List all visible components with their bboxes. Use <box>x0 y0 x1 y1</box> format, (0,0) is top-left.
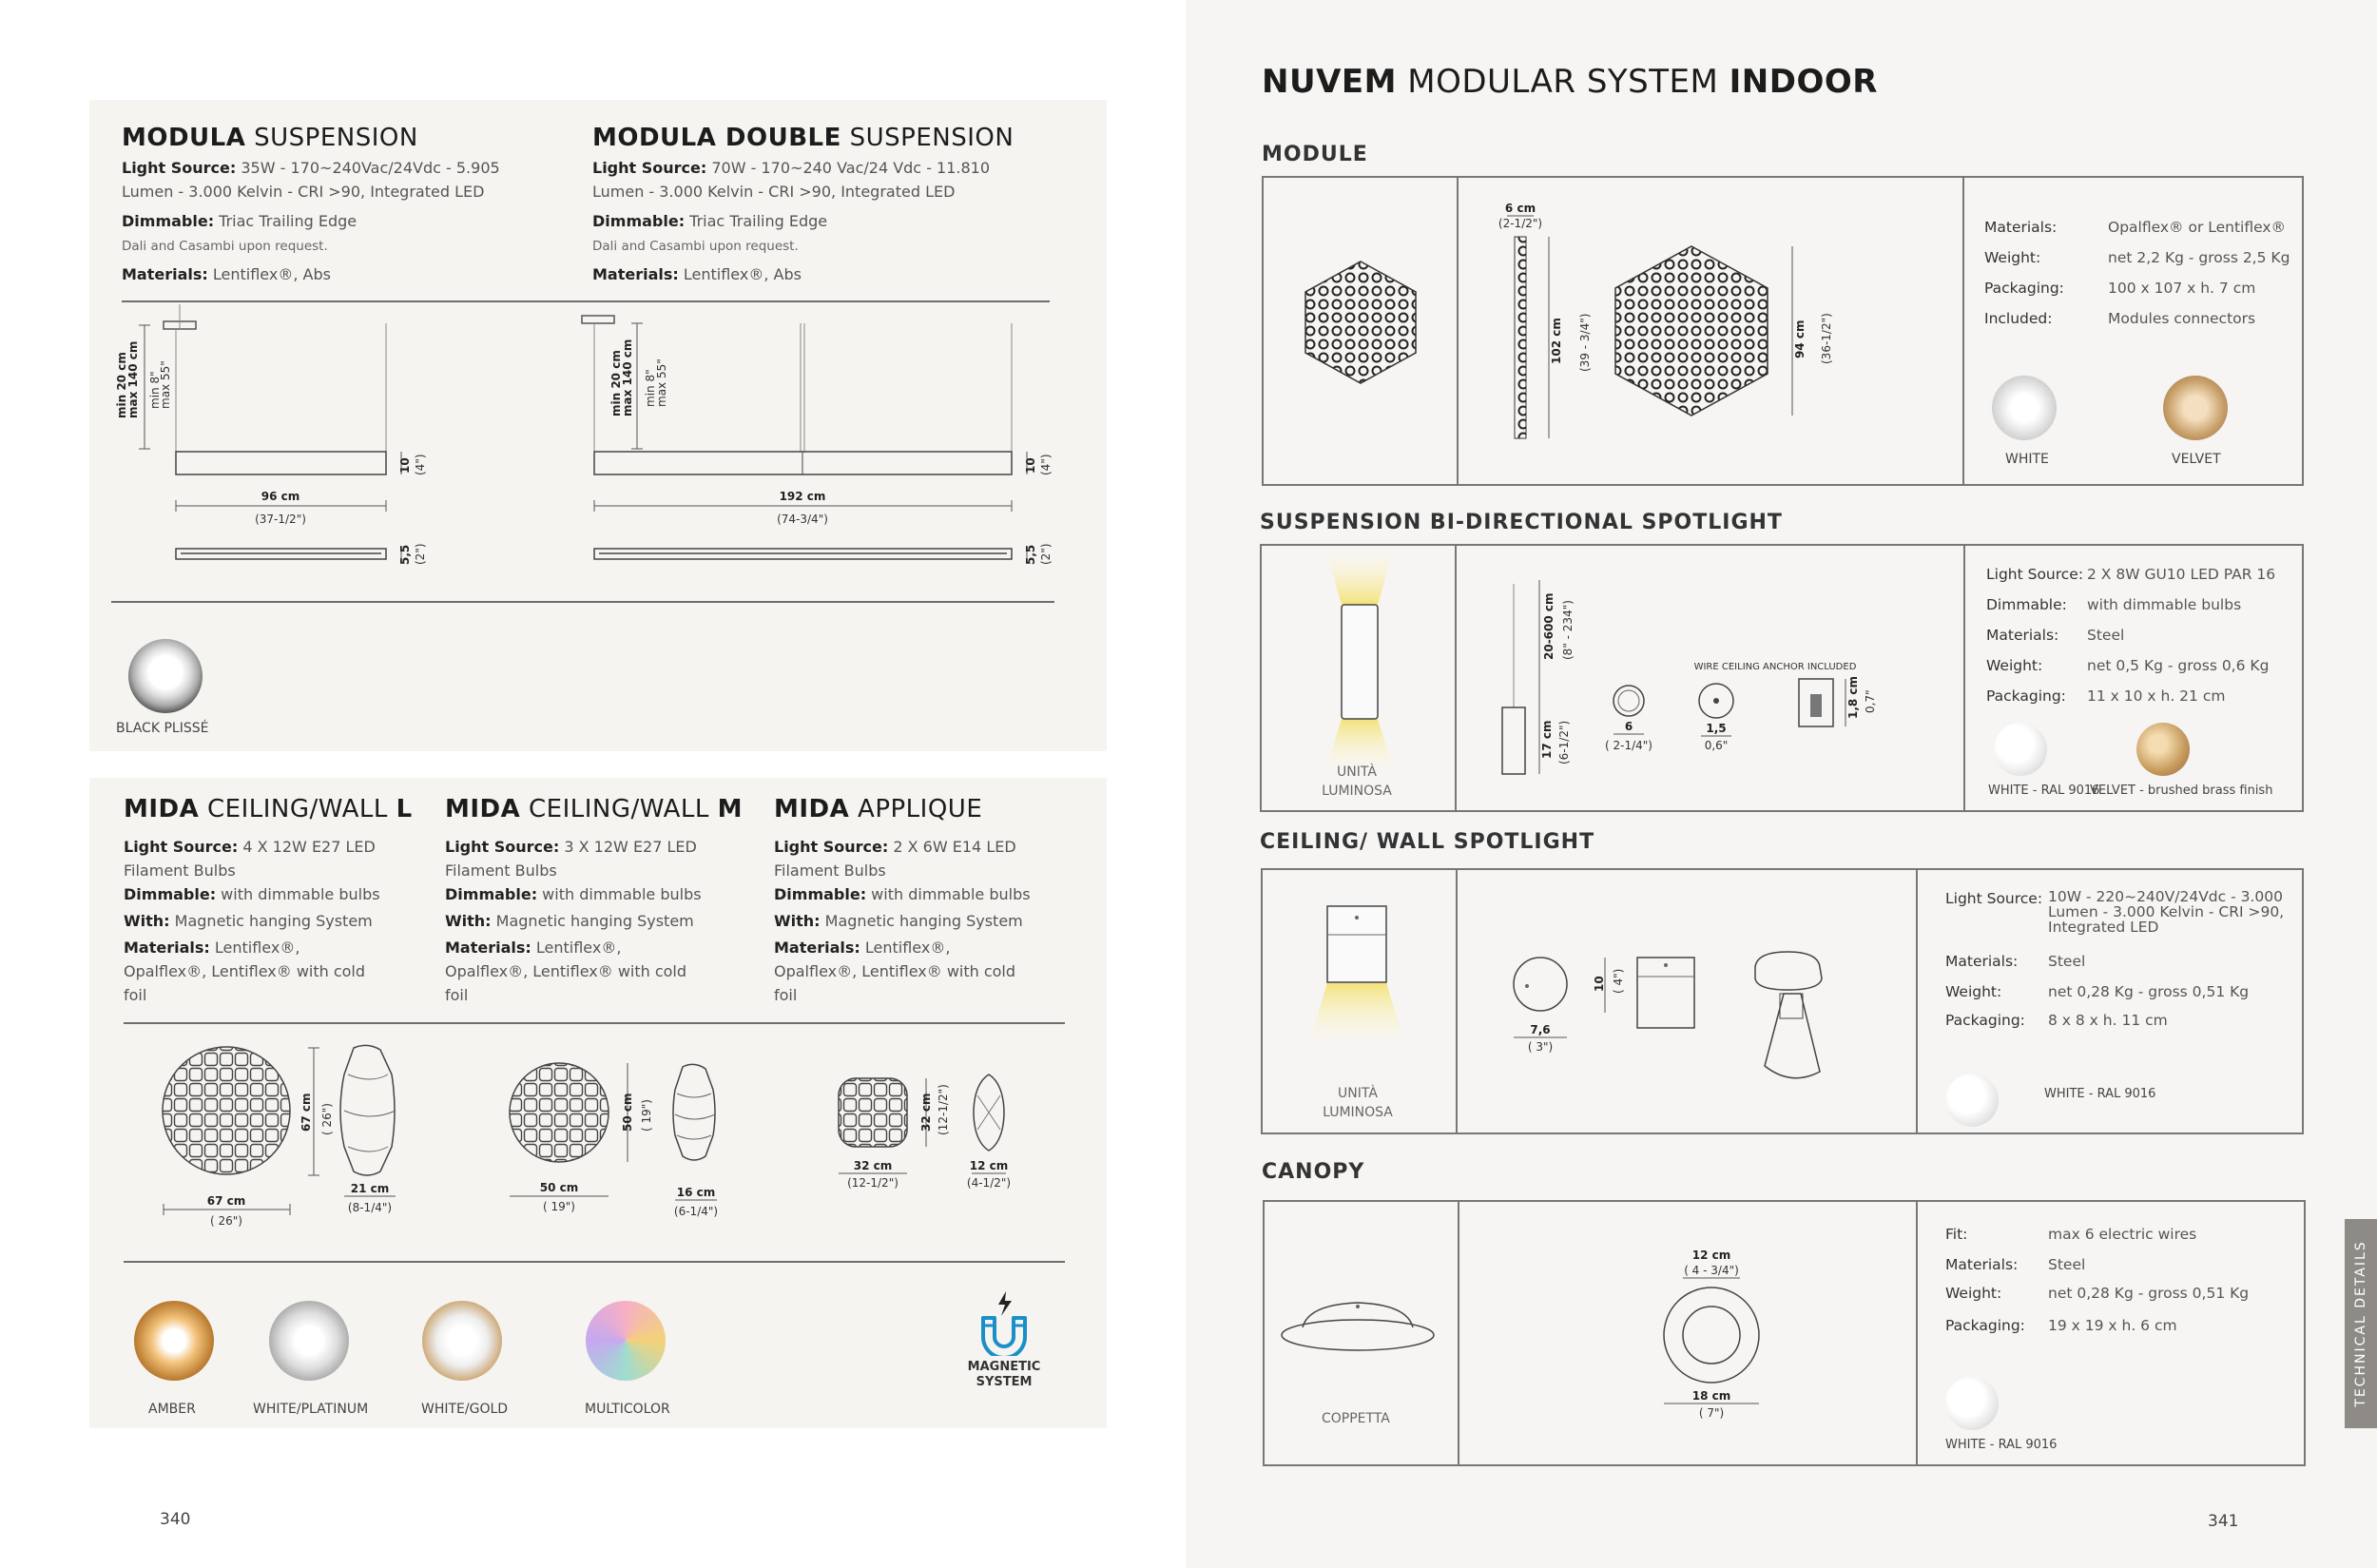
ceiling-d-in: ( 3") <box>1527 1040 1554 1054</box>
module-velvet-label: VELVET <box>2172 452 2221 467</box>
canopy-specs: Fit: max 6 electric wires Materials: Steel Weight: net 0,28 Kg - gross 0,51 Kg Packaging: 19 x 19 x h. 6 cm <box>1945 1226 2250 1334</box>
modula-double-h: 10 <box>1024 457 1037 474</box>
suspension-cable-in: (8" - 234") <box>1561 600 1575 660</box>
mida-m-h-in: ( 19") <box>640 1099 653 1132</box>
mida-l-w-in: ( 26") <box>210 1214 242 1228</box>
module-white-label: WHITE <box>2005 452 2049 467</box>
modula-divider-top <box>122 300 1050 302</box>
anchor-note: WIRE CEILING ANCHOR INCLUDED <box>1693 662 1857 672</box>
modula-double-h-in: (4") <box>1039 454 1053 475</box>
mida-l-h-in: ( 26") <box>320 1103 334 1135</box>
modula-w: 96 cm <box>261 490 300 503</box>
modula-double-specs: Light Source: 70W - 170~240 Vac/24 Vdc - 11.810 Lumen - 3.000 Kelvin - CRI >90, Integrated LED Dimmable: Triac Trailing Edge Dali and Casambi upon request. Materials: Lentiflex®, Abs <box>592 159 991 283</box>
mida-l-w: 67 cm <box>206 1194 246 1208</box>
multicolor-label: MULTICOLOR <box>585 1402 670 1417</box>
mida-applique-d-in: (4-1/2") <box>966 1176 1012 1190</box>
magnetic-label: MAGNETIC SYSTEM <box>967 1360 1041 1389</box>
black-plisse-label: BLACK PLISSÉ <box>116 721 209 736</box>
right-page <box>1186 0 2377 1568</box>
mida-applique-h-in: (12-1/2") <box>937 1084 950 1135</box>
modula-double-height-max: max 140 cm <box>621 339 634 416</box>
canopy-top-in: ( 4 - 3/4") <box>1684 1264 1739 1277</box>
modula-d: 5,5 <box>398 544 412 565</box>
module-specs: Materials: Opalflex® or Lentiflex® Weight: net 2,2 Kg - gross 2,5 Kg Packaging: 100 x 107 x h. 7 cm Included: Modules connectors <box>1984 219 2290 327</box>
mida-applique-specs: Light Source: 2 X 6W E14 LED Filament Bulbs Dimmable: with dimmable bulbs With: Magnetic hanging System Materials: Lentiflex®, Opalflex®, Lentiflex® with cold foil <box>774 838 1031 1004</box>
mida-divider-bottom <box>124 1261 1065 1263</box>
module-h-in: (39 - 3/4") <box>1578 313 1592 372</box>
mida-m-w-in: ( 19") <box>543 1200 575 1213</box>
mida-l-d: 21 cm <box>350 1182 390 1195</box>
canopy-white-swatch <box>1945 1377 1999 1430</box>
modula-double-d: 5,5 <box>1024 544 1037 565</box>
suspension-specs: Light Source: 2 X 8W GU10 LED PAR 16 Dimmable: with dimmable bulbs Materials: Steel Weight: net 0,5 Kg - gross 0,6 Kg Packaging: 11 x 10 x h. 21 cm <box>1986 566 2276 705</box>
module-w-in: (2-1/2") <box>1498 217 1543 230</box>
modula-h-in: (4") <box>414 454 427 475</box>
modula-double-title: MODULA DOUBLE SUSPENSION <box>592 124 1015 152</box>
ceiling-h: 10 <box>1593 976 1606 992</box>
magnet-icon <box>976 1289 1033 1356</box>
suspension-white-label: WHITE - RAL 9016 <box>1988 784 2100 798</box>
nuvem-title: NUVEM MODULAR SYSTEM INDOOR <box>1262 63 1878 101</box>
black-plisse-swatch <box>128 639 203 713</box>
white-gold-swatch <box>422 1301 502 1381</box>
canopy-top: 12 cm <box>1691 1249 1731 1262</box>
module-velvet-swatch <box>2163 376 2228 440</box>
left-page-number: 340 <box>160 1510 191 1529</box>
modula-specs: Light Source: 35W - 170~240Vac/24Vdc - 5.905 Lumen - 3.000 Kelvin - CRI >90, Integrated LED Dimmable: Triac Trailing Edge Dali and Casambi upon request. Materials: Lentiflex®, Abs <box>122 159 500 283</box>
anchor-d: 1,5 <box>1706 722 1727 735</box>
ceiling-unit-label: UNITÀ LUMINOSA <box>1323 1086 1393 1120</box>
amber-swatch <box>134 1301 214 1381</box>
modula-height-max-in: max 55" <box>159 360 172 409</box>
mida-l-h: 67 cm <box>300 1093 313 1132</box>
mida-m-d-in: (6-1/4") <box>673 1205 719 1218</box>
module-white-swatch <box>1992 376 2057 440</box>
left-page <box>0 0 1186 1568</box>
suspension-velvet-swatch <box>2136 723 2190 776</box>
module-drawing <box>1264 178 1962 484</box>
modula-double-height-min-in: min 8" <box>644 369 657 407</box>
anchor-d-in: 0,6" <box>1704 739 1729 752</box>
ceiling-specs: Light Source: 10W - 220~240V/24Vdc - 3.000 Lumen - 3.000 Kelvin - CRI >90, Integrated LED Materials: Steel Weight: net 0,28 Kg - gross 0,51 Kg Packaging: 8 x 8 x h. 11 cm <box>1945 888 2285 1029</box>
modula-double-height-min: min 20 cm <box>609 350 623 416</box>
mida-m-title: MIDA CEILING/WALL M <box>445 795 743 823</box>
canopy-bottom-in: ( 7") <box>1698 1406 1725 1420</box>
ceiling-heading: CEILING/ WALL SPOTLIGHT <box>1260 830 1595 854</box>
canopy-item-label: COPPETTA <box>1322 1411 1390 1426</box>
ceiling-white-swatch <box>1945 1074 1999 1127</box>
mida-l-d-in: (8-1/4") <box>347 1201 393 1214</box>
modula-d-in: (2") <box>414 543 427 565</box>
mida-applique-title: MIDA APPLIQUE <box>774 795 983 823</box>
canopy-box <box>1263 1200 2306 1466</box>
modula-height-min-in: min 8" <box>148 371 162 409</box>
white-platinum-swatch <box>269 1301 349 1381</box>
module-heading: MODULE <box>1262 143 1368 166</box>
canopy-heading: CANOPY <box>1262 1160 1365 1184</box>
canopy-white-label: WHITE - RAL 9016 <box>1945 1438 2058 1452</box>
module-h2: 94 cm <box>1793 319 1807 358</box>
modula-double-w-in: (74-3/4") <box>777 513 828 526</box>
module-h: 102 cm <box>1550 318 1563 364</box>
modula-double-height-max-in: max 55" <box>655 358 668 407</box>
modula-w-in: (37-1/2") <box>255 513 306 526</box>
ceiling-box <box>1261 868 2304 1134</box>
module-box <box>1262 176 2304 486</box>
modula-divider-bottom <box>111 601 1054 603</box>
mida-applique-w: 32 cm <box>853 1159 893 1172</box>
mida-applique-h: 32 cm <box>919 1093 933 1132</box>
modula-double-d-in: (2") <box>1039 543 1053 565</box>
mida-divider-top <box>124 1022 1065 1024</box>
suspension-d-in: ( 2-1/4") <box>1605 739 1652 752</box>
suspension-unit-label: UNITÀ LUMINOSA <box>1322 765 1392 799</box>
suspension-heading: SUSPENSION BI-DIRECTIONAL SPOTLIGHT <box>1260 511 1783 534</box>
modula-h: 10 <box>398 457 412 474</box>
suspension-h-in: (6-1/2") <box>1557 720 1571 765</box>
modula-title: MODULA SUSPENSION <box>122 124 418 152</box>
ceiling-d: 7,6 <box>1530 1023 1551 1036</box>
suspension-d: 6 <box>1624 720 1633 733</box>
suspension-box <box>1260 544 2304 812</box>
modula-double-w: 192 cm <box>779 490 826 503</box>
mida-m-w: 50 cm <box>539 1181 579 1194</box>
multicolor-swatch <box>586 1301 666 1381</box>
mida-drawing <box>143 1036 1055 1246</box>
suspension-h: 17 cm <box>1540 720 1554 759</box>
mida-applique-d: 12 cm <box>969 1159 1009 1172</box>
suspension-cable: 20-600 cm <box>1542 592 1556 660</box>
canopy-bottom: 18 cm <box>1691 1389 1731 1403</box>
mida-applique-w-in: (12-1/2") <box>847 1176 899 1190</box>
mida-m-h: 50 cm <box>621 1093 634 1132</box>
white-platinum-label: WHITE/PLATINUM <box>253 1402 369 1417</box>
modula-drawing <box>105 304 1055 590</box>
amber-label: AMBER <box>148 1402 196 1417</box>
modula-height-max: max 140 cm <box>126 340 140 418</box>
right-page-number: 341 <box>2208 1512 2239 1531</box>
modula-height-min: min 20 cm <box>115 352 128 418</box>
technical-details-tab[interactable]: TECHNICAL DETAILS <box>2345 1219 2377 1428</box>
ceiling-h-in: ( 4") <box>1612 968 1625 994</box>
mida-m-d: 16 cm <box>676 1186 716 1199</box>
suspension-white-swatch <box>1994 723 2047 776</box>
ceiling-white-label: WHITE - RAL 9016 <box>2044 1087 2156 1101</box>
anchor-h-in: 0,7" <box>1864 689 1877 713</box>
suspension-velvet-label: VELVET - brushed brass finish <box>2090 784 2273 798</box>
mida-l-title: MIDA CEILING/WALL L <box>124 795 413 823</box>
mida-l-specs: Light Source: 4 X 12W E27 LED Filament Bulbs Dimmable: with dimmable bulbs With: Magnetic hanging System Materials: Lentiflex®, Opalflex®, Lentiflex® with cold foil <box>124 838 380 1004</box>
module-h2-in: (36-1/2") <box>1820 313 1833 364</box>
module-w: 6 cm <box>1504 202 1536 215</box>
mida-m-specs: Light Source: 3 X 12W E27 LED Filament Bulbs Dimmable: with dimmable bulbs With: Magnetic hanging System Materials: Lentiflex®, Opalflex®, Lentiflex® with cold foil <box>445 838 702 1004</box>
white-gold-label: WHITE/GOLD <box>421 1402 509 1417</box>
anchor-h: 1,8 cm <box>1846 675 1860 719</box>
